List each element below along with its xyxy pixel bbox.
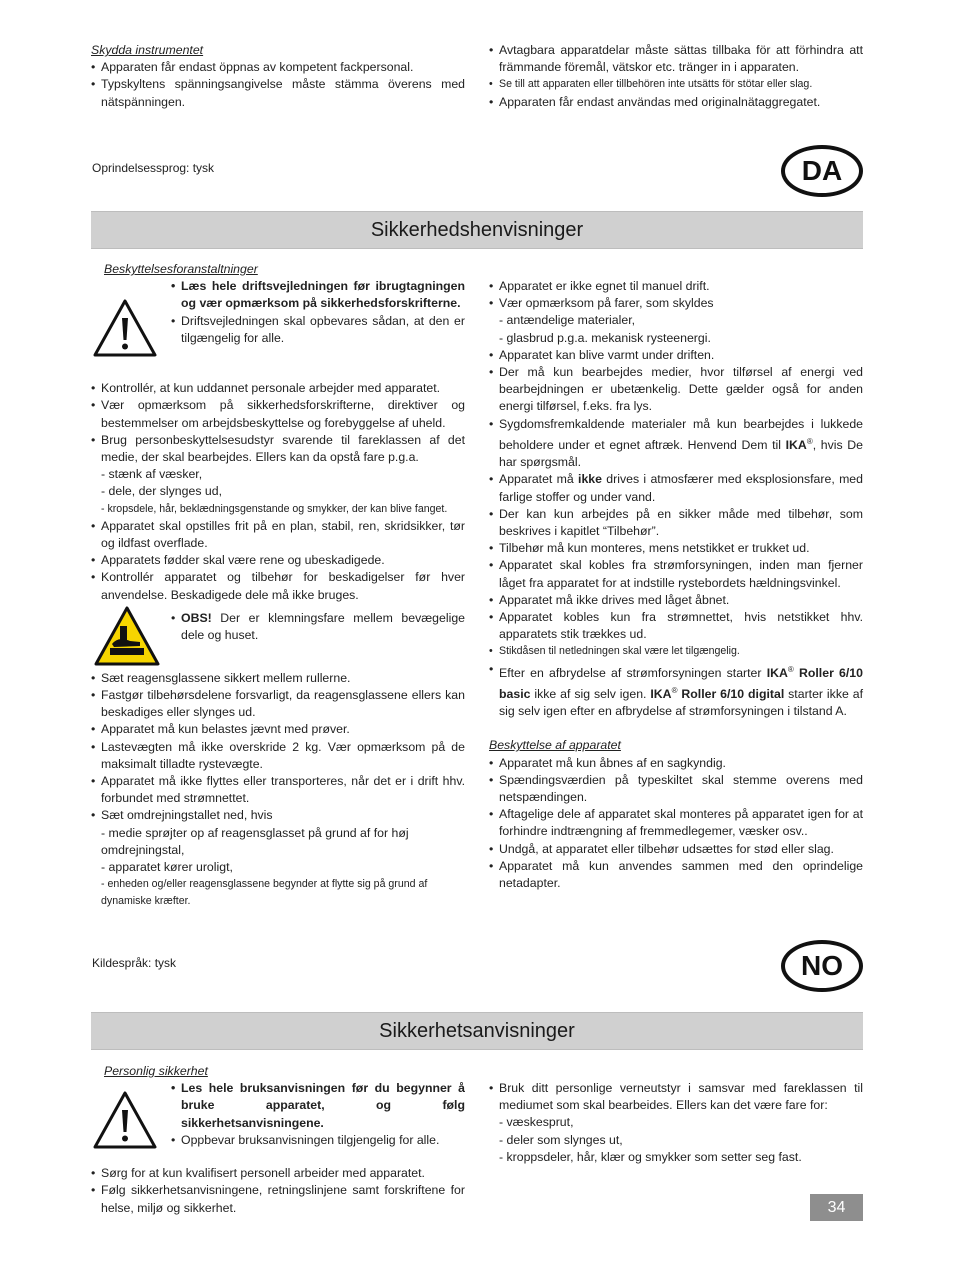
list-item: • Vær opmærksom på sikkerhedsforskrifterne, direktiver og bestemmelser om arbejdsbeskyttelse og forebyggelse af uheld. xyxy=(91,397,465,431)
list-item xyxy=(489,416,863,472)
list-item: • Undgå, at apparatet eller tilbehør udsættes for stød eller slag. xyxy=(489,841,863,858)
sub-item: - deler som slynges ut, xyxy=(499,1132,623,1147)
section-banner-no xyxy=(91,1012,863,1050)
list-item: • Apparatet kan blive varmt under driften. xyxy=(489,347,863,364)
source-language-da: Oprindelsessprog: tysk xyxy=(92,161,215,175)
list-item: • Kontrollér, at kun uddannet personale arbejder med apparatet. xyxy=(91,380,465,397)
text: Efter en afbrydelse af strømforsyningen starter xyxy=(499,665,767,680)
section-title-no: Sikkerhetsanvisninger xyxy=(379,1020,575,1042)
list-item: • Sørg for at kun kvalifisert personell arbeider med apparatet. xyxy=(91,1165,465,1182)
list-item: • Stikdåsen til netledningen skal være let tilgængelig. xyxy=(489,643,863,660)
obs-label: OBS! xyxy=(181,610,212,625)
list-item: • Apparatet er ikke egnet til manuel drift. xyxy=(489,278,863,295)
product-name: Roller 6/10 digital xyxy=(677,686,785,701)
registered-mark: ® xyxy=(806,436,813,446)
list-item: • Apparatet må kun anvendes sammen med den oprindelige netadapter. xyxy=(489,858,863,892)
sub-item: - kroppsdeler, hår, klær og smykker som setter seg fast. xyxy=(499,1149,802,1164)
list-item: • Der kan kun arbejdes på en sikker måde med tilbehør, som beskrives i kapitlet “Tilbehør”. xyxy=(489,506,863,540)
sub-item: - dele, der slynges ud, xyxy=(101,484,222,499)
registered-mark: ® xyxy=(787,664,794,674)
list-item: • Typskyltens spänningsangivelse måste stämma överens med nätspänningen. xyxy=(91,76,465,110)
list-item: • Apparatet må ikke drives med låget åbnet. xyxy=(489,592,863,609)
sub-item: - kropsdele, hår, beklædningsgenstande og smykker, der kan blive fanget. xyxy=(101,502,448,515)
emphasis: ikke xyxy=(578,472,602,487)
da-subheading: Beskyttelsesforanstaltninger xyxy=(104,262,258,276)
crush-hazard-icon xyxy=(94,606,160,666)
sv-left-column xyxy=(91,42,465,111)
warning-read-manual: • Læs hele driftsvejledningen før ibrugtagningen og vær opmærksom på sikkerhedsforskrifterne. xyxy=(171,278,465,312)
list-item: • Følg sikkerhetsanvisningene, retningslinjene samt forskriftene for helse, miljø og sikkerhet. xyxy=(91,1182,465,1216)
warning-triangle-icon xyxy=(92,1090,158,1150)
section-banner-da xyxy=(91,211,863,249)
list-item: • Kontrollér apparatet og tilbehør for beskadigelser før hver anvendelse. Beskadigede dele må ikke bruges. xyxy=(91,569,465,603)
list-item: • Avtagbara apparatdelar måste sättas tillbaka för att förhindra att främmande föremål, vätskor etc. tränger in i apparaten. xyxy=(489,42,863,76)
list-item: • Fastgør tilbehørsdelene forsvarligt, da reagensglassene ellers kan beskadiges eller slynges ud. xyxy=(91,687,465,721)
no-left-column xyxy=(91,1063,465,1217)
language-badge-no: NO xyxy=(781,940,863,992)
obs-text: Der er klemningsfare mellem bevægelige dele og huset. xyxy=(181,610,465,643)
brand-ika: IKA xyxy=(785,437,807,452)
list-item: • Apparatet må kun åbnes af en sagkyndig. xyxy=(489,755,863,772)
list-item: • Aftagelige dele af apparatet skal monteres på apparatet igen for at forhindre indtrængning af fremmedlegemer, væsker osv.. xyxy=(489,806,863,840)
list-item xyxy=(489,471,863,505)
text: Apparatet må xyxy=(499,472,579,487)
list-item: • Apparaten får endast användas med originalnätaggregatet. xyxy=(489,94,863,111)
list-item: • Spændingsværdien på typeskiltet skal stemme overens med netspændingen. xyxy=(489,772,863,806)
sub-item: - apparatet kører uroligt, xyxy=(101,860,233,875)
no-subheading: Personlig sikkerhet xyxy=(104,1064,208,1078)
list-item: • Bruk ditt personlige verneutstyr i samsvar med fareklassen til mediumet som skal bearbeides. Ellers kan det være fare for: xyxy=(489,1080,863,1114)
da-left-column xyxy=(91,261,465,911)
list-item: • Tilbehør må kun monteres, mens netstikket er trukket ud. xyxy=(489,540,863,557)
text: drives i atmosfærer med eksplosionsfare, med farlige stoffer og under vand. xyxy=(499,472,863,504)
list-item: • Vær opmærksom på farer, som skyldes xyxy=(489,295,863,312)
sub-item: - glasbrud p.g.a. mekanisk rysteenergi. xyxy=(499,330,711,345)
list-item: • Apparatet må kun belastes jævnt med prøver. xyxy=(91,721,465,738)
brand-ika: IKA xyxy=(650,686,672,701)
sub-item: - antændelige materialer, xyxy=(499,313,636,328)
list-item: • Apparatets fødder skal være rene og ubeskadigede. xyxy=(91,552,465,569)
list-item: • Lastevægten må ikke overskride 2 kg. Vær opmærksom på de maksimalt tilladte rystevægte. xyxy=(91,739,465,773)
list-item: • Oppbevar bruksanvisningen tilgjengelig for alle. xyxy=(171,1132,465,1149)
list-item: • Brug personbeskyttelsesudstyr svarende til fareklassen af det medie, der skal bearbejdes. Ellers kan da opstå fare p.g.a. xyxy=(91,432,465,466)
no-right-column xyxy=(489,1080,863,1166)
list-item: • Driftsvejledningen skal opbevares sådan, at den er tilgængelig for alle. xyxy=(171,313,465,347)
text: , hvis De har spørgsmål. xyxy=(499,437,863,470)
page-number: 34 xyxy=(810,1194,863,1221)
warning-triangle-icon xyxy=(92,298,158,358)
list-item: • Apparatet skal opstilles frit på en plan, stabil, ren, skridsikker, tør og ildfast overflade. xyxy=(91,518,465,552)
obs-warning xyxy=(171,610,465,644)
list-item: • Der må kun bearbejdes medier, hvor tilførsel af energi ved bearbejdningen er ubetænkelig. Dette gælder også for anden energi tilførsel, f.eks. fra lys. xyxy=(489,364,863,416)
sub-item: - stænk af væsker, xyxy=(101,467,203,482)
list-item: • Apparatet må ikke flyttes eller transporteres, når det er i drift hhv. forbundet med strømnettet. xyxy=(91,773,465,807)
list-item: • Sæt omdrejningstallet ned, hvis xyxy=(91,807,465,824)
registered-mark: ® xyxy=(671,685,678,695)
sv-subheading: Skydda instrumentet xyxy=(91,43,204,57)
list-item: • Apparaten får endast öppnas av kompetent fackpersonal. xyxy=(91,59,465,76)
section-title-da: Sikkerhedshenvisninger xyxy=(370,219,584,241)
da-right-column xyxy=(489,278,863,892)
list-item: • Sæt reagensglassene sikkert mellem rullerne. xyxy=(91,670,465,687)
text: starter ikke af sig selv igen efter en afbrydelse af strømforsyningen i tilstand A. xyxy=(499,686,863,719)
list-item: • Apparatet kobles kun fra strømnettet, hvis netstikket hhv. apparatets stik trækkes ud. xyxy=(489,609,863,643)
text: ikke af sig selv igen. xyxy=(530,686,651,701)
product-name: Roller 6/10 basic xyxy=(499,665,863,701)
sv-right-column xyxy=(489,42,863,111)
warning-read-manual: • Les hele bruksanvisningen før du begynner å bruke apparatet, og følg sikkerhetsanvisningene. xyxy=(171,1080,465,1132)
da-subheading-2: Beskyttelse af apparatet xyxy=(489,738,621,753)
sub-item: - enheden og/eller reagensglassene begynder at flytte sig på grund af dynamiske kræfter. xyxy=(101,878,428,908)
list-item xyxy=(489,661,863,721)
sub-item: - væskesprut, xyxy=(499,1115,574,1130)
brand-ika: IKA xyxy=(766,665,788,680)
list-item: • Se till att apparaten eller tillbehören inte utsätts för stötar eller slag. xyxy=(489,76,863,93)
sub-item: - medie sprøjter op af reagensglasset på grund af for høj omdrejningstal, xyxy=(101,825,409,857)
text: Sygdomsfremkaldende materialer må kun bearbejdes i lukkede beholdere under et egnet aftræk. Henvend Dem til xyxy=(499,416,863,452)
list-item: • Apparatet skal kobles fra strømforsyningen, inden man fjerner låget fra apparatet for at indstille rystebordets hældningsvinkel. xyxy=(489,557,863,591)
language-badge-da: DA xyxy=(781,145,863,197)
source-language-no: Kildespråk: tysk xyxy=(92,956,177,970)
